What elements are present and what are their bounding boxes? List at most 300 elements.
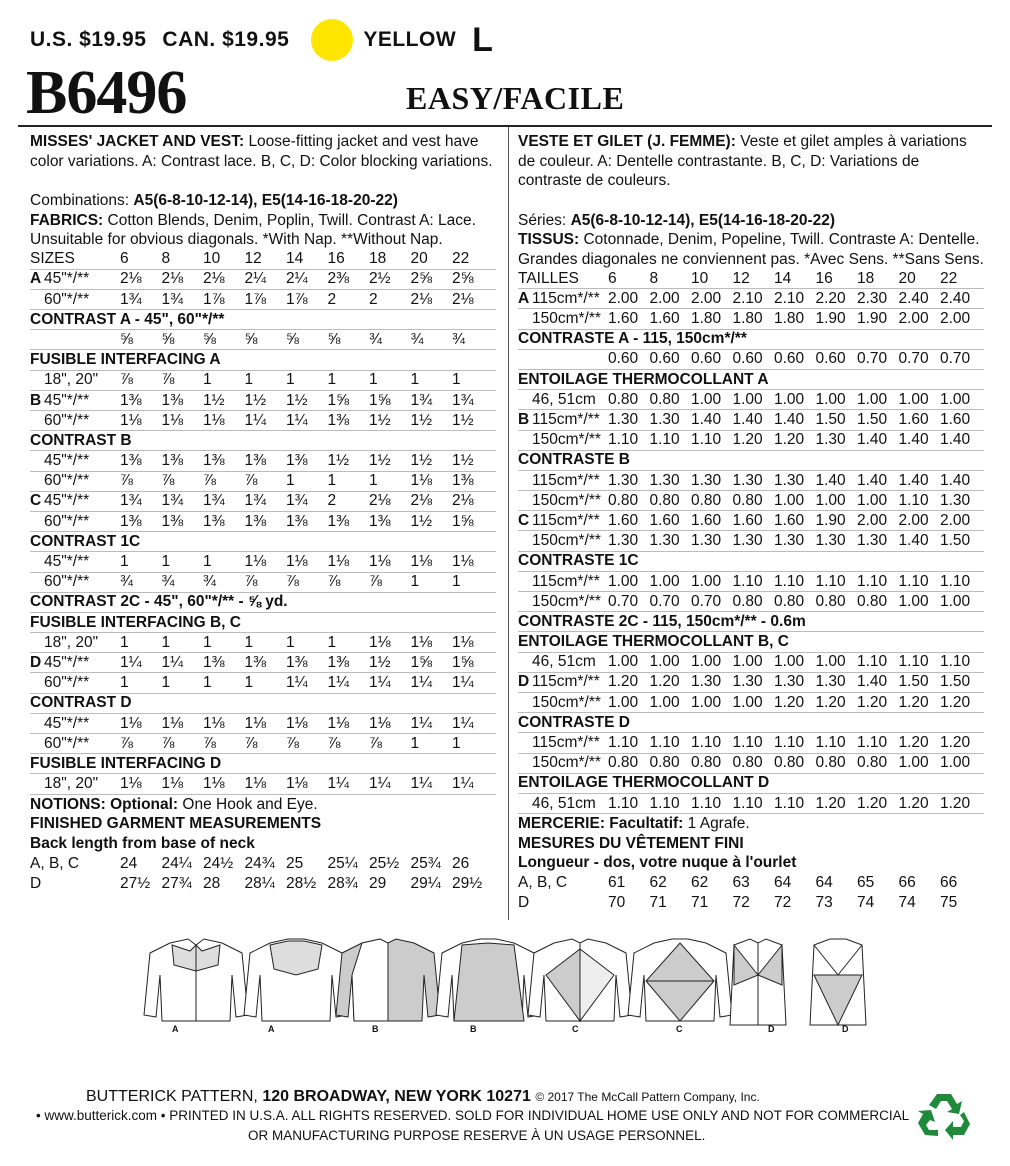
value-cell: 66	[898, 874, 916, 892]
table-row	[30, 734, 496, 754]
column-divider	[508, 127, 509, 920]
section-header	[30, 694, 496, 714]
table-row	[518, 531, 984, 551]
value-cell: 1¼	[286, 411, 308, 429]
pattern-number: B6496	[26, 59, 187, 127]
row-label: 115cm*/**	[532, 572, 600, 590]
value-cell: 1	[161, 674, 171, 692]
value-cell: 2.40	[898, 289, 929, 307]
value-cell: 1.40	[857, 471, 888, 489]
value-cell: 2.10	[774, 289, 805, 307]
value-cell: 2⅛	[203, 270, 225, 288]
value-cell: 1.40	[898, 532, 929, 550]
value-cell: 1	[120, 674, 129, 692]
row-label: 150cm*/**	[532, 310, 601, 328]
size-cell: 22	[452, 250, 470, 268]
value-cell: 1.00	[940, 390, 971, 408]
table-row	[30, 411, 496, 431]
description: VESTE ET GILET (J. FEMME): Veste et gilet amples à variations de couleur. A: Dentelle contrastante. B, C, D: Variations de contraste de couleurs.	[518, 133, 967, 189]
value-cell: 1	[452, 573, 461, 591]
value-cell: 1¼	[286, 674, 308, 692]
value-cell: 1.10	[857, 572, 888, 590]
value-cell: 1⅜	[244, 653, 267, 671]
value-cell: 1.40	[898, 431, 929, 449]
row-label: D	[30, 874, 42, 892]
row-label: 60"*/**	[44, 472, 90, 490]
value-cell: 1⅞	[203, 290, 225, 308]
fabrics: FABRICS: Cotton Blends, Denim, Poplin, Twill. Contrast A: Lace. Unsuitable for obvious diagonals. *With Nap. **Without Nap.	[30, 211, 476, 248]
value-cell: 1.90	[815, 310, 846, 328]
value-cell: ⅝	[161, 330, 175, 348]
value-cell: 1.10	[940, 653, 971, 671]
section-label: FUSIBLE INTERFACING A	[30, 351, 221, 369]
value-cell: 1.10	[649, 734, 680, 751]
view-label: D	[842, 1024, 849, 1034]
value-cell: 1.10	[691, 794, 722, 812]
difficulty-label: EASY/FACILE	[406, 80, 625, 116]
value-cell: ⅞	[203, 734, 216, 752]
row-label: 45"*/**	[44, 653, 90, 671]
table-row	[30, 573, 496, 593]
value-cell: 0.80	[732, 491, 763, 509]
value-cell: 1.30	[691, 673, 722, 691]
section-header	[30, 593, 496, 613]
row-label: 150cm*/**	[532, 491, 601, 509]
value-cell: 25½	[369, 854, 400, 872]
value-cell: ⅞	[244, 573, 258, 591]
value-cell: 1.50	[898, 673, 929, 691]
row-label: 45"*/**	[44, 714, 90, 732]
value-cell: 1¾	[120, 492, 142, 510]
value-cell: 2	[327, 492, 337, 510]
value-cell: 2.00	[857, 511, 888, 529]
value-cell: 1.00	[898, 592, 929, 610]
measurements-table	[518, 873, 984, 913]
value-cell: 1⅜	[327, 512, 350, 530]
value-cell: 66	[940, 874, 958, 892]
value-cell: 0.60	[774, 350, 805, 368]
value-cell: 0.80	[774, 754, 805, 772]
view-label: A	[268, 1024, 275, 1034]
section-header	[518, 774, 984, 794]
value-cell: 0.70	[940, 350, 971, 368]
value-cell: 1.00	[940, 754, 971, 772]
value-cell: 2.00	[691, 289, 722, 307]
value-cell: 0.60	[608, 350, 639, 368]
value-cell: ¾	[161, 573, 175, 591]
row-label: 115cm*/**	[532, 289, 600, 307]
value-cell: 2.00	[608, 289, 639, 307]
row-label: 115cm*/**	[532, 471, 600, 489]
row-label: 150cm*/**	[532, 592, 601, 610]
value-cell: ⅞	[286, 734, 299, 752]
value-cell: 1⅞	[286, 290, 308, 308]
section-label: FUSIBLE INTERFACING D	[30, 754, 222, 772]
table-row	[30, 512, 496, 532]
sizes-label: SIZES	[30, 250, 75, 268]
value-cell: 1.00	[774, 390, 805, 408]
footer-company: BUTTERICK PATTERN, 120 BROADWAY, NEW YORK 10271 © 2017 The McCall Pattern Company, Inc.	[86, 1088, 760, 1105]
value-cell: 1⅛	[244, 714, 267, 732]
view-label: D	[768, 1024, 775, 1034]
value-cell: 65	[857, 874, 875, 892]
value-cell: 0.70	[898, 350, 929, 368]
yardage-table	[30, 270, 496, 795]
section-label: ENTOILAGE THERMOCOLLANT D	[518, 774, 770, 792]
value-cell: 73	[815, 894, 833, 912]
value-cell: ⅞	[369, 734, 382, 752]
value-cell: 1.00	[815, 491, 846, 509]
section-label: CONTRASTE A - 115, 150cm*/**	[518, 330, 747, 348]
value-cell: 1.30	[691, 471, 722, 489]
value-cell: 1.10	[940, 572, 971, 590]
value-cell: 1.10	[649, 431, 680, 449]
value-cell: 1.00	[691, 390, 722, 408]
value-cell: 1.00	[857, 390, 888, 408]
value-cell: 1.30	[732, 532, 763, 550]
row-label: 46, 51cm	[532, 390, 596, 408]
table-row	[518, 572, 984, 592]
value-cell: 1.40	[691, 411, 722, 428]
row-label: 60"*/**	[44, 411, 90, 429]
value-cell: 1.30	[649, 411, 680, 428]
value-cell: 1	[286, 371, 295, 389]
value-cell: 1.20	[857, 794, 888, 812]
value-cell: ⅞	[286, 573, 299, 591]
value-cell: 1.00	[898, 754, 929, 772]
finished-measurements-title: FINISHED GARMENT MEASUREMENTS	[30, 815, 322, 833]
value-cell: 0.80	[815, 592, 846, 610]
value-cell: 2.30	[857, 289, 888, 307]
row-label: 150cm*/**	[532, 693, 601, 711]
section-header	[30, 310, 496, 330]
garment-sketches	[140, 935, 880, 1035]
value-cell: 72	[774, 894, 792, 912]
value-cell: ¾	[452, 330, 465, 348]
row-label: 18", 20"	[44, 371, 99, 389]
measurements-table	[30, 853, 496, 893]
size-cell: 14	[774, 269, 792, 287]
value-cell: 1½	[286, 391, 308, 409]
value-cell: 1¾	[410, 391, 433, 409]
value-cell: 1.10	[774, 794, 805, 812]
back-length-label: Longueur - dos, votre nuque à l'ourlet	[518, 854, 797, 872]
row-label: 46, 51cm	[532, 794, 596, 812]
value-cell: 1.00	[649, 572, 680, 590]
value-cell: ⅞	[161, 734, 175, 752]
value-cell: 2⅝	[410, 270, 433, 288]
value-cell: 64	[774, 874, 792, 892]
value-cell: 1.40	[898, 471, 929, 489]
row-label: 115cm*/**	[532, 411, 600, 428]
value-cell: 1⅜	[203, 512, 225, 530]
table-row	[518, 410, 984, 430]
value-cell: 1¼	[327, 674, 350, 692]
value-cell: 0.70	[691, 592, 722, 610]
value-cell: 1.00	[691, 572, 722, 590]
value-cell: 1.60	[649, 310, 680, 328]
value-cell: 25¼	[327, 854, 358, 872]
table-row	[30, 714, 496, 734]
value-cell: 1.20	[940, 693, 971, 711]
value-cell: 1	[161, 633, 171, 651]
value-cell: 1⅝	[369, 391, 391, 409]
value-cell: 1.10	[691, 431, 722, 449]
size-cell: 6	[120, 250, 129, 268]
value-cell: ⅞	[327, 734, 341, 752]
value-cell: 1½	[452, 411, 474, 429]
value-cell: 1¾	[161, 290, 184, 308]
value-cell: ⅞	[120, 472, 133, 490]
value-cell: 1⅛	[244, 775, 267, 793]
value-cell: 1	[369, 472, 378, 490]
table-row	[518, 673, 984, 693]
value-cell: 0.80	[815, 754, 846, 772]
value-cell: 1½	[327, 452, 350, 470]
value-cell: 1.30	[815, 673, 846, 691]
section-header	[30, 350, 496, 370]
value-cell: ⅝	[327, 330, 341, 348]
value-cell: 1.10	[732, 572, 763, 590]
value-cell: 1.40	[857, 673, 888, 691]
value-cell: 25¾	[410, 854, 441, 872]
view-letter: C	[518, 511, 530, 529]
row-label: 45"*/**	[44, 270, 90, 288]
size-cell: 10	[691, 269, 709, 287]
value-cell: 1⅛	[452, 633, 474, 651]
table-row	[30, 472, 496, 492]
value-cell: 1.00	[608, 693, 639, 711]
value-cell: ⅞	[369, 573, 382, 591]
section-label: ENTOILAGE THERMOCOLLANT A	[518, 370, 769, 388]
value-cell: 61	[608, 874, 626, 892]
value-cell: 1.30	[732, 673, 763, 691]
table-row	[518, 289, 984, 309]
value-cell: 1¾	[161, 492, 184, 510]
value-cell: 1½	[369, 653, 391, 671]
value-cell: 1	[327, 633, 337, 651]
value-cell: 1.20	[649, 673, 680, 691]
value-cell: 1⅜	[452, 472, 474, 490]
size-cell: 20	[410, 250, 428, 268]
value-cell: 1.00	[608, 653, 639, 671]
value-cell: 1.30	[691, 532, 722, 550]
value-cell: 1⅜	[244, 512, 267, 530]
size-cell: 6	[608, 269, 617, 287]
back-length-label: Back length from base of neck	[30, 834, 255, 852]
value-cell: 1⅜	[327, 411, 350, 429]
value-cell: 1¼	[244, 411, 267, 429]
value-cell: 1⅜	[120, 512, 142, 530]
value-cell: 1⅛	[410, 553, 433, 570]
value-cell: 1⅜	[120, 452, 142, 470]
value-cell: 1.50	[940, 673, 971, 691]
value-cell: 1⅜	[327, 653, 350, 671]
value-cell: 1⅛	[161, 714, 184, 732]
value-cell: 62	[691, 874, 709, 892]
value-cell: 1⅛	[410, 472, 433, 490]
value-cell: 1⅜	[286, 512, 308, 530]
value-cell: 0.80	[691, 491, 722, 509]
value-cell: 1.00	[608, 572, 639, 590]
value-cell: 1.30	[774, 673, 805, 691]
value-cell: 74	[898, 894, 916, 912]
size-cell: 12	[732, 269, 750, 287]
value-cell: 1	[244, 633, 254, 651]
value-cell: 1.40	[774, 411, 805, 428]
value-cell: 1.20	[815, 794, 846, 812]
english-column	[30, 132, 496, 893]
value-cell: 1.00	[691, 693, 722, 711]
value-cell: ⅞	[120, 371, 133, 389]
value-cell: 1.10	[815, 572, 846, 590]
row-label: 150cm*/**	[532, 754, 601, 772]
value-cell: 1.80	[774, 310, 805, 328]
value-cell: 2⅛	[410, 290, 433, 308]
section-label: CONTRAST A - 45", 60"*/**	[30, 310, 225, 328]
value-cell: ⅞	[120, 734, 133, 752]
value-cell: 1⅝	[452, 653, 474, 671]
value-cell: 1.10	[691, 734, 722, 751]
value-cell: 1.40	[940, 431, 971, 449]
value-cell: 1⅛	[203, 411, 225, 429]
value-cell: 1	[286, 472, 295, 490]
recycle-icon	[917, 1090, 971, 1140]
value-cell: 1.60	[940, 411, 971, 428]
value-cell: 1.40	[732, 411, 763, 428]
value-cell: 1⅛	[327, 714, 350, 732]
value-cell: 1.00	[857, 491, 888, 509]
size-cell: 22	[940, 269, 958, 287]
value-cell: 1.10	[815, 734, 846, 751]
table-row	[30, 774, 496, 794]
value-cell: 63	[732, 874, 750, 892]
value-cell: 1.10	[857, 734, 888, 751]
table-row	[518, 471, 984, 491]
value-cell: 1½	[452, 452, 474, 470]
view-letter: C	[30, 492, 42, 510]
value-cell: 1⅜	[161, 391, 184, 409]
value-cell: 1¼	[410, 775, 433, 793]
value-cell: 1.50	[815, 411, 846, 428]
value-cell: ⅞	[244, 734, 258, 752]
row-label: 60"*/**	[44, 734, 90, 752]
value-cell: 1	[286, 633, 295, 651]
value-cell: 1⅛	[327, 553, 350, 570]
value-cell: 2⅛	[452, 492, 474, 510]
value-cell: 1.10	[774, 572, 805, 590]
color-dot-icon	[311, 19, 353, 61]
value-cell: 2.00	[940, 511, 971, 529]
value-cell: 1⅛	[286, 775, 308, 793]
footer-rights: • www.butterick.com • PRINTED IN U.S.A. ALL RIGHTS RESERVED. SOLD FOR INDIVIDUAL HOME USE ONLY AND NOT FOR COMMERCIAL	[36, 1108, 910, 1123]
row-label: 115cm*/**	[532, 511, 600, 529]
value-cell: 1.20	[774, 693, 805, 711]
value-cell: 2⅛	[410, 492, 433, 510]
value-cell: 1.00	[815, 390, 846, 408]
value-cell: 1.30	[649, 532, 680, 550]
value-cell: 1¾	[120, 290, 142, 308]
row-label: 18", 20"	[44, 633, 99, 651]
section-header	[30, 431, 496, 451]
top-divider	[18, 125, 992, 127]
table-row	[518, 431, 984, 451]
value-cell: 75	[940, 894, 958, 912]
view-letter: A	[30, 270, 42, 288]
value-cell: 1⅛	[286, 714, 308, 732]
value-cell: 1.40	[815, 471, 846, 489]
value-cell: 1	[244, 371, 254, 389]
jacket-b-front-sketch	[336, 939, 440, 1021]
value-cell: 1⅝	[410, 653, 433, 671]
value-cell: 27¾	[161, 874, 192, 892]
measurement-row	[30, 853, 496, 873]
value-cell: 1.00	[732, 693, 763, 711]
value-cell: 1.00	[732, 390, 763, 408]
value-cell: 2	[369, 290, 378, 308]
view-letter: B	[518, 411, 530, 428]
value-cell: 0.60	[649, 350, 680, 368]
value-cell: 1.20	[940, 734, 971, 751]
value-cell: 0.80	[649, 754, 680, 772]
value-cell: 29¼	[410, 874, 441, 892]
table-row	[518, 592, 984, 612]
value-cell: 1	[203, 371, 212, 389]
value-cell: 0.60	[815, 350, 846, 368]
value-cell: 1¼	[327, 775, 350, 793]
value-cell: 1⅛	[161, 775, 184, 793]
section-header	[518, 612, 984, 632]
value-cell: 1	[203, 633, 212, 651]
value-cell: 2.00	[898, 310, 929, 328]
measurement-row	[518, 893, 984, 913]
section-label: FUSIBLE INTERFACING B, C	[30, 613, 241, 631]
value-cell: 1.30	[857, 532, 888, 550]
section-label: CONTRASTE D	[518, 713, 630, 731]
value-cell: ⅞	[327, 573, 341, 591]
value-cell: 1⅜	[369, 512, 391, 530]
view-letter: D	[518, 673, 530, 691]
value-cell: 1	[120, 633, 129, 651]
table-row	[30, 633, 496, 653]
table-row	[30, 290, 496, 310]
value-cell: 2⅛	[369, 492, 391, 510]
value-cell: 1	[203, 674, 212, 692]
us-price: U.S. $19.95	[30, 28, 147, 51]
value-cell: 1.30	[774, 471, 805, 489]
measurement-row	[30, 873, 496, 893]
finished-measurements-title: MESURES DU VÊTEMENT FINI	[518, 834, 744, 852]
value-cell: 1½	[244, 391, 267, 409]
value-cell: 0.80	[649, 390, 680, 408]
value-cell: 0.80	[732, 754, 763, 772]
table-row	[518, 754, 984, 774]
value-cell: 1¼	[410, 714, 433, 732]
size-cell: 8	[161, 250, 171, 268]
yardage-table	[518, 289, 984, 814]
table-row	[518, 350, 984, 370]
value-cell: 1⅛	[161, 411, 184, 429]
view-label: C	[572, 1024, 579, 1034]
value-cell: 2½	[369, 270, 391, 288]
section-label: CONTRAST 2C - 45", 60"*/** - ⅝ yd.	[30, 593, 288, 611]
row-label: 60"*/**	[44, 290, 90, 308]
value-cell: 1.10	[608, 431, 639, 449]
value-cell: 1⅛	[286, 553, 308, 570]
row-label: 60"*/**	[44, 674, 90, 692]
sizes-header	[518, 269, 984, 289]
table-row	[518, 653, 984, 673]
